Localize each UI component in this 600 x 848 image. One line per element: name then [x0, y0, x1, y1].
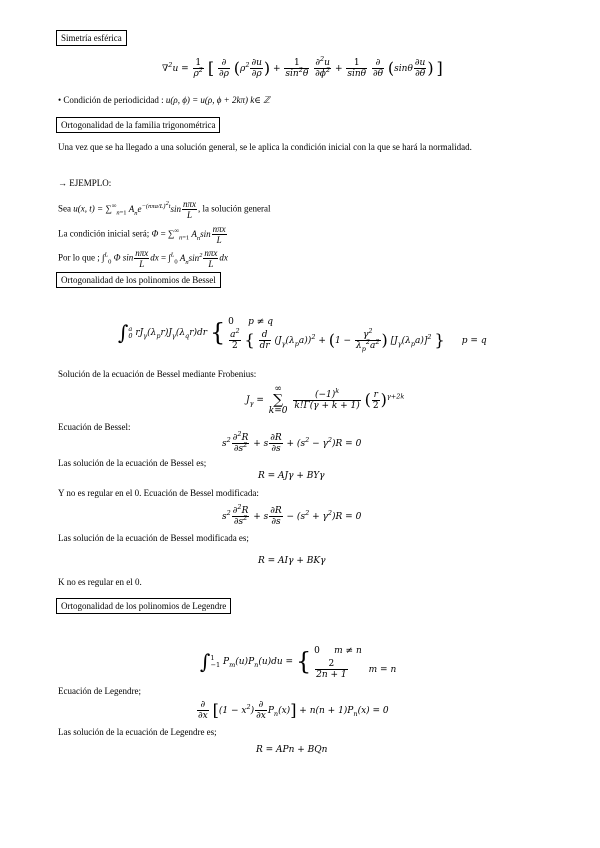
legendre-solution-label: Las solución de la ecuación de Legendre es; [58, 727, 217, 737]
bessel-not-regular: Y no es regular en el 0. Ecuación de Bessel modificada: [58, 488, 259, 498]
general-solution-paragraph: Una vez que se ha llegado a una solución general, se le aplica la condición inicial con la que se hará la normalidad. [58, 142, 472, 152]
initial-condition-line: La condición inicial será; $\Phi = \sum^\infty_{n=1}$ $A_n\sin$ nπx L [58, 224, 226, 245]
general-solution-line: Sea u(x, $t) = \sum^\infty_{n=1}$ $A_ne^{-(n\pi a/L)^2t}\sin$ nπx L , la solución general [58, 199, 271, 220]
legendre-differential-equation: ∂ ∂x [$(1 - x^2)$ ∂ ∂x $P_n(x)] + n(n + 1)P_n(x) = 0$ [198, 700, 389, 721]
section-heading-bessel: Ortogonalidad de los polinomios de Bessel [56, 272, 221, 288]
bessel-modified-solution-label: Las solución de la ecuación de Bessel modificada es; [58, 533, 249, 543]
section-heading-trigonometrica: Ortogonalidad de la familia trigonométrica [56, 117, 220, 133]
bessel-orthogonality-equation: ∫$^a_0$ $rJ_\gamma(\lambda_pr)J_\gamma(\lambda_qr)dr$ { 0 p ≠ q $\frac{a^2}{2}$ { $\frac{d}{dr}$ $(J_\gamma(\lambda_pa))^2 + (1$ − $\frac{\gamma^2}{\lambda_p^2a^2}$ ) $[J_\gamma(\lambda_pa)]^2$ } p = q [118, 317, 487, 353]
laplacian-spherical-equation: ∇$^2$u = $\frac{1}{\rho^2}$ [ ∂ ∂ρ ($\rho^2$ $\frac{\partial u}{\partial\rho}$ ) + $\frac{1}{\sin^2\theta}$ $\frac{\partial^2u}{\partial\phi^2}$ + $\frac{1}{\sin\theta}$ ∂ ∂θ (sinθ $\frac{\partial u}{\partial\theta}$ ) ] [162, 55, 443, 79]
legendre-orthogonality-equation: ∫$^1_{-1}$ $P_m(u)P_n(u)du$ = { 0 m ≠ n $\frac{2}{2n + 1}$ m = n [200, 646, 397, 680]
bessel-case-2: p = q [461, 336, 487, 346]
legendre-case-2: m = n [368, 665, 397, 675]
section-heading-simetria: Simetría esférica [56, 30, 127, 46]
legendre-solution: R = APn + BQn [256, 745, 328, 755]
k-not-regular: K no es regular en el 0. [58, 577, 142, 587]
periodicity-condition [58, 94, 270, 106]
example-label: → EJEMPLO: [58, 178, 112, 188]
bessel-case-1: p ≠ q [248, 317, 273, 327]
section-heading-legendre: Ortogonalidad de los polinomios de Legendre [56, 598, 231, 614]
periodicity-expression: u(ρ, ϕ) = u(ρ, ϕ + 2kπ) k∈ ℤ [165, 95, 270, 105]
periodicity-label: • Condición de periodicidad : [58, 95, 164, 105]
orthogonality-integral-line: Por lo que ; ∫$^L_0$ Φ sin nπx L dx = ∫$^L_0$ $A_n\sin^2$ nπx L dx [58, 248, 228, 269]
legendre-equation-label: Ecuación de Legendre; [58, 686, 141, 696]
bessel-modified-equation: $s^2$ $\frac{\partial^2R}{\partial s^2}$ + s $\frac{\partial R}{\partial s}$ − $(s^2 + \gamma^2)R = 0$ [222, 503, 362, 527]
frobenius-label: Solución de la ecuación de Bessel mediante Frobenius: [58, 369, 257, 379]
bessel-solution-label: Las solución de la ecuación de Bessel es; [58, 458, 207, 468]
bessel-differential-equation: $s^2$ $\frac{\partial^2R}{\partial s^2}$ + s $\frac{\partial R}{\partial s}$ + $(s^2 - \gamma^2)R = 0$ [222, 430, 362, 454]
bessel-frobenius-series: $J_\gamma$ = ∞ ∑ k=0 $\frac{(-1)^k}{k!\Gamma(\gamma + k + 1)}$ ( $\frac{r}{2}$ )$^{\gamma+2k}$ [246, 384, 405, 416]
bessel-equation-label: Ecuación de Bessel: [58, 422, 131, 432]
legendre-case-1: m ≠ n [334, 646, 362, 656]
bessel-modified-solution: R = AIγ + BKγ [258, 556, 326, 566]
bessel-solution: R = AJγ + BYγ [258, 471, 325, 481]
